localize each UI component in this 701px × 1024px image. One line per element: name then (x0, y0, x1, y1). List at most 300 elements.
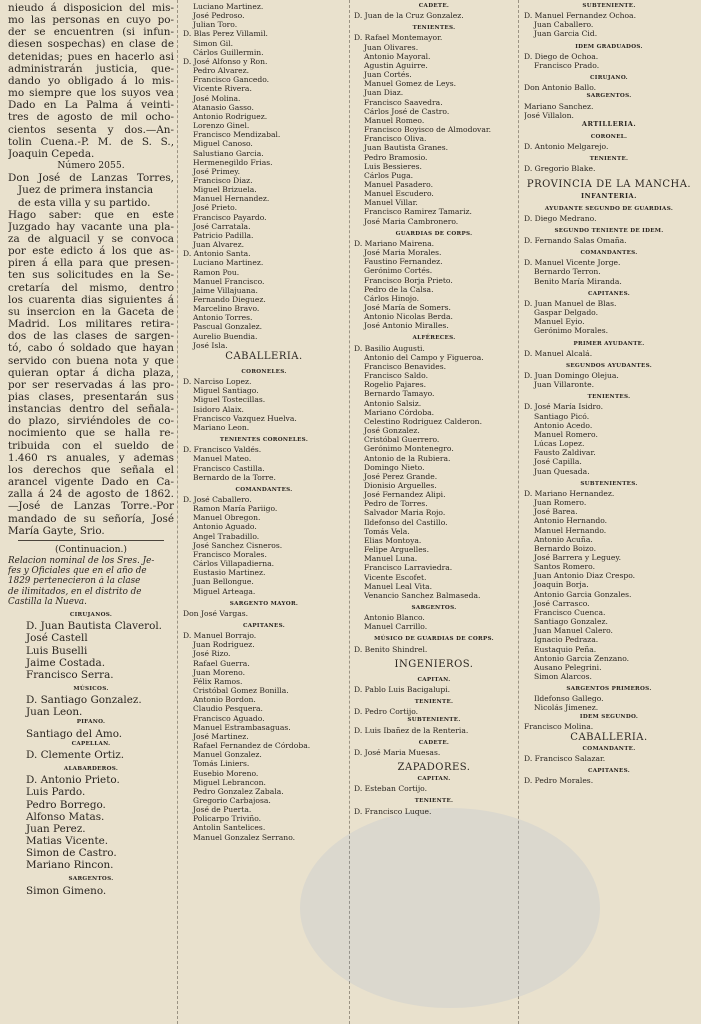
text-line: Cristóbal Gomez Bonilla. (193, 686, 289, 696)
text-line: Rafael Fernandez de Córdoba. (193, 741, 311, 751)
section-heading: TENIENTE. (414, 798, 454, 805)
text-line: José María de Somers. (364, 303, 451, 312)
section-heading: CADETE. (418, 739, 450, 746)
text-line: Cárlos Villapadierna. (193, 559, 275, 569)
relation-title: de ilimitados, en el distrito de (8, 586, 142, 597)
text-line: D. Mariano Hernandez. (524, 488, 615, 498)
text-line: D. José Alfonso y Ron. (183, 56, 268, 66)
text-line: Gaspar Delgado. (534, 308, 599, 318)
column-3 (354, 2, 514, 1024)
text-line: Santiago del Amo. (26, 727, 123, 740)
text-line: Manuel Romeo. (364, 115, 425, 125)
text-line: Luciano Martinez. (193, 2, 264, 11)
text-line: Mariano Rincon. (26, 859, 114, 872)
text-line: Francisco Mendizabal. (193, 130, 281, 140)
text-line: Cárlos José de Castro. (364, 106, 450, 116)
column-4 (524, 2, 694, 1024)
text-line: José Primey. (193, 166, 240, 176)
text-line: Juan Romero. (534, 498, 587, 508)
text-line: D. Antonio Santa. (183, 249, 251, 259)
text-line: José Martinez. (193, 731, 249, 741)
text-line: Madrid. Los militares retira- (8, 318, 174, 331)
text-line: Francisco Cuenca. (534, 607, 606, 617)
text-line: Juan Bautista Granes. (364, 143, 449, 153)
section-heading: SARGENTOS. (411, 605, 457, 611)
text-line: Tomás Vela. (364, 526, 410, 536)
section-heading: TENIENTES. (587, 394, 631, 401)
section-heading: CAPITANES. (588, 768, 630, 775)
text-line: Juan Olivares. (364, 42, 419, 52)
text-line: piren á ella para que presen- (8, 257, 174, 270)
text-line: D. Juan Domingo Olejua. (524, 371, 619, 380)
text-line: José Perez Grande. (364, 471, 438, 481)
section-heading: TENIENTE. (589, 156, 629, 163)
section-heading: CIRUJANO. (590, 75, 628, 82)
text-line: Antonio Aguado. (193, 522, 257, 532)
text-line: Francisco Larraviedra. (364, 563, 453, 573)
text-line: nocimiento que se halla re- (8, 427, 174, 440)
section-heading: CORONELES. (241, 368, 287, 375)
text-line: Ramon Pou. (193, 267, 240, 277)
text-line: María Gayte, Srio. (8, 524, 105, 537)
section-heading: CADETE. (418, 3, 450, 9)
text-line: Agustin Aguirre. (364, 60, 428, 70)
text-line: Manuel Leal Vita. (364, 581, 433, 591)
text-line: tres de agosto de mil ocho- (8, 111, 174, 124)
text-line: D. Manuel Fernandez Ochoa. (524, 11, 637, 21)
text-line: D. Mariano Mairena. (354, 238, 435, 248)
section-heading: SEGUNDOS AYUDANTES. (566, 362, 652, 369)
text-line: Manuel Francisco. (193, 276, 265, 286)
text-line: Hago saber: que en este (8, 208, 174, 221)
text-line: Don Antonio Ballo. (524, 83, 597, 93)
text-line: D. Rafael Montemayor. (354, 33, 443, 43)
text-line: José Pedroso. (193, 11, 245, 21)
text-line: Lúcas Lopez. (534, 439, 585, 449)
text-line: Felipe Arguelles. (364, 545, 429, 555)
section-heading: ALFÉRECES. (412, 335, 456, 342)
text-line: Eustaquio Peña. (534, 644, 597, 654)
text-line: Juan Manuel Calero. (534, 626, 613, 636)
section-heading: MÚSICOS. (73, 685, 109, 692)
text-line: Joaquin Cepeda. (8, 147, 95, 160)
text-line: Gerónimo Morales. (534, 326, 609, 336)
notice-number: Número 2055. (57, 160, 125, 172)
relation-title: Castilla la Nueva. (8, 596, 87, 607)
text-line: Manuel Gomez de Leys. (364, 79, 457, 89)
text-line: Manuel Mateo. (193, 454, 252, 464)
text-line: Eusebio Moreno. (193, 768, 259, 778)
text-line: Vicente Escofet. (364, 572, 427, 582)
text-line: Rafael Guerra. (193, 658, 250, 668)
text-line: D. Clemente Ortiz. (26, 748, 125, 761)
text-line: Pedro de la Calsa. (364, 284, 434, 294)
text-line: Juan Garcia Cid. (534, 29, 598, 39)
text-line: Jaime Costada. (26, 656, 106, 669)
text-line: Miguel Brizuela. (193, 185, 257, 195)
section-heading: TENIENTES CORONELES. (219, 437, 309, 444)
section-heading: CAPITAN. (417, 676, 451, 683)
text-line: Atanasio Gasso. (193, 102, 254, 112)
text-line: Miguel Santiago. (193, 386, 259, 396)
text-line: Don José Vargas. (183, 608, 249, 618)
text-line: tó, cabo ó soldado que hayan (8, 342, 174, 355)
text-line: José Molina. (193, 93, 241, 103)
section-heading: ALABARDEROS. (63, 766, 119, 773)
text-line: Tomás Liniers. (193, 759, 250, 769)
text-line: Simon Gimeno. (26, 884, 107, 897)
text-line: Luciano Martinez. (193, 258, 264, 268)
text-line: Claudio Pesquera. (193, 704, 263, 714)
text-line: D. Gregorio Blake. (524, 164, 596, 174)
text-line: D. José Caballero. (183, 494, 252, 504)
section-heading: COMANDANTES. (580, 250, 638, 257)
text-line: Juan Moreno. (193, 667, 245, 677)
section-heading: IDEM SEGUNDO. (579, 713, 639, 720)
text-line: Francisco Molina. (524, 721, 594, 731)
section-heading: PIFANO. (76, 719, 106, 726)
text-line: D. Juan Manuel de Blas. (524, 298, 617, 308)
text-line: Manuel Romero. (534, 429, 598, 439)
text-line: Cárlos Hinojo. (364, 293, 419, 303)
text-line: Aurelio Buendia. (193, 331, 258, 341)
text-line: José Gonzalez. (364, 426, 420, 436)
text-line: Juan Cortés. (364, 70, 412, 80)
text-line: dando yo obligado á lo mis- (8, 74, 174, 87)
text-line: Francisco Payardo. (193, 212, 267, 222)
text-line: Juan Diaz. (364, 88, 404, 98)
text-line: D. Manuel Borrajo. (183, 631, 257, 641)
text-line: José Barea. (534, 507, 578, 517)
text-line: D. Santiago Gonzalez. (26, 694, 142, 707)
branch-heading: CABALLERIA. (225, 350, 303, 362)
section-heading: IDEM GRADUADOS. (575, 43, 643, 50)
text-line: Antonio Mayoral. (364, 51, 431, 61)
text-line: Bernardo de la Torre. (193, 472, 276, 482)
text-line: José Carrasco. (534, 598, 590, 608)
text-line: Salvador Maria Rojo. (364, 508, 446, 518)
text-line: mo las personas en cuyo po- (8, 14, 174, 27)
text-line: Félix Ramos. (193, 676, 243, 686)
section-heading: CAPITAN. (417, 776, 451, 783)
text-line: Antonio Garcia Gonzales. (534, 589, 632, 599)
text-line: Juan Antonio Diaz Crespo. (534, 571, 636, 581)
text-line: D. Francisco Valdés. (183, 445, 262, 455)
text-line: Lorenzo Ginel. (193, 121, 250, 131)
branch-heading: ZAPADORES. (397, 762, 471, 774)
section-heading: SARGENTOS PRIMEROS. (566, 686, 652, 693)
text-line: tribuida con el sueldo de (8, 439, 174, 452)
text-line: Faustino Fernandez. (364, 257, 443, 267)
text-line: José Isla. (193, 340, 228, 350)
text-line: Antonio Blanco. (364, 613, 425, 623)
section-heading: SARGENTO MAYOR. (229, 600, 299, 607)
text-line: Santiago Picó. (534, 411, 590, 421)
text-line: ten sus solicitudes en la Se- (8, 269, 174, 282)
separator-rule (18, 540, 164, 541)
text-line: Juzgado hay vacante una pla- (8, 220, 174, 233)
text-line: Gregorio Carbajosa. (193, 795, 271, 805)
text-line: arancel vigente Dado en Ca- (8, 476, 174, 489)
text-line: cientos sesenta y dos.—An- (8, 123, 174, 136)
text-line: mandado de su señoría, José (8, 512, 174, 525)
text-line: administrarán justicia, que- (8, 62, 174, 75)
text-line: D. José Maria Muesas. (354, 747, 441, 757)
text-line: Francisco Castilla. (193, 463, 265, 473)
column-divider (177, 0, 178, 1024)
text-line: Manuel Hernando. (534, 525, 607, 535)
text-line: Francisco Boyisco de Almodovar. (364, 125, 492, 135)
text-line: Miguel Tostecillas. (193, 395, 266, 405)
text-line: Luis Buselli (26, 644, 88, 657)
text-line: Miguel Lebrancon. (193, 777, 266, 787)
text-line: José Prieto. (193, 203, 237, 213)
text-line: Antonio Rodriguez. (193, 111, 268, 121)
text-line: servido con buena nota y que (8, 354, 174, 367)
text-line: Antonio Torres. (193, 313, 253, 323)
text-line: Bernardo Terron. (534, 267, 601, 277)
section-heading: TENIENTES. (412, 25, 456, 32)
text-line: Joaquin Borja. (534, 580, 589, 590)
text-line: D. Blas Perez Villamil. (183, 29, 268, 39)
text-line: D. Juan de la Cruz Gonzalez. (354, 11, 464, 21)
text-line: D. Benito Shindrel. (354, 644, 428, 654)
text-line: cretaría del mismo, dentro (8, 281, 174, 294)
section-heading: CIRUJANOS. (69, 612, 113, 619)
text-line: Domingo Nieto. (364, 462, 425, 472)
text-line: D. Manuel Alcalá. (524, 348, 593, 358)
text-line: Ramon María Pariigo. (193, 504, 278, 514)
text-line: Policarpo Triviño. (193, 814, 262, 824)
text-line: Pedro de Torres. (364, 499, 428, 509)
section-heading: COMANDANTES. (235, 486, 293, 493)
column-1 (8, 2, 174, 1024)
text-line: los derechos que señala el (8, 463, 174, 476)
text-line: su insercion en la Gaceta de (8, 305, 174, 318)
text-line: Alfonso Matas. (26, 810, 105, 823)
text-line: Nicolás Jimenez. (534, 703, 599, 713)
text-line: Juan Caballero. (534, 20, 594, 30)
text-line: Pedro Borrego. (26, 798, 106, 811)
text-line: Mariano Leon. (193, 422, 250, 432)
text-line: Manuel Obregon. (193, 513, 261, 523)
text-line: Juan Leon. (26, 706, 83, 719)
text-line: D. Manuel Vicente Jorge. (524, 258, 621, 268)
text-line: Manuel Gonzalez. (193, 750, 262, 760)
text-line: Elias Montoya. (364, 535, 422, 545)
text-line: Celestino Rodriguez Calderon. (364, 416, 482, 426)
text-line: Francisco Vazquez Huelva. (193, 413, 297, 423)
text-line: Ildefonso del Castillo. (364, 517, 448, 527)
text-line: José Maria Cambronero. (364, 216, 459, 226)
section-heading: CORONEL. (590, 133, 628, 140)
text-line: D. Francisco Salazar. (524, 754, 606, 764)
text-line: Ignacio Pedraza. (534, 635, 599, 645)
text-line: D. Antonio Melgarejo. (524, 142, 609, 152)
text-line: diesen sospechas) en clase de (8, 38, 174, 51)
text-line: D. Luis Ibañez de la Renteria. (354, 725, 469, 735)
text-line: D. Juan Bautista Claverol. (26, 620, 162, 633)
text-line: Bernardo Tamayo. (364, 389, 435, 399)
text-line: Pedro Gonzalez Zabala. (193, 786, 284, 796)
section-heading: COMANDANTE. (582, 745, 636, 752)
text-line: Juan Rodriguez. (193, 640, 255, 650)
section-heading: SARGENTOS. (586, 93, 632, 100)
text-line: Antonio del Campo y Figueroa. (364, 352, 484, 362)
text-line: Cárlos Puga. (364, 170, 414, 180)
text-line: Santos Romero. (534, 562, 596, 572)
text-line: Francisco Prado. (534, 60, 600, 70)
text-line: de esta villa y su partido. (18, 196, 151, 209)
text-line: Simon Gil. (193, 38, 234, 48)
text-line: zalla á 24 de agosto de 1862. (8, 488, 174, 501)
text-line: D. Francisco Luque. (354, 806, 432, 816)
text-line: Francisco Saavedra. (364, 97, 443, 107)
text-line: Salustiano Garcia. (193, 148, 264, 158)
text-line: por ser reservadas á las pro- (8, 378, 174, 391)
text-line: Francisco Borja Prieto. (364, 275, 453, 285)
text-line: Manuel Escudero. (364, 189, 434, 199)
text-line: Pedro Alvarez. (193, 66, 250, 76)
text-line: José Castell (26, 632, 88, 645)
text-line: Don José de Lanzas Torres, (8, 172, 174, 185)
text-line: Jaime Villajuana. (193, 285, 258, 295)
text-line: Bernardo Boizo. (534, 543, 597, 553)
text-line: Francisco Diaz. (193, 175, 253, 185)
text-line: José Barrera y Leguey. (534, 552, 622, 562)
subsection-heading: ARTILLERIA. (581, 119, 637, 128)
text-line: mo siempre que los suyos vea (8, 87, 174, 100)
text-line: Isidoro Alaix. (193, 404, 244, 414)
text-line: Dado en La Palma á veinti- (8, 99, 174, 112)
branch-heading: CABALLERIA. (570, 731, 648, 743)
text-line: Cristóbal Guerrero. (364, 435, 440, 445)
text-line: José Antonio Miralles. (364, 321, 449, 331)
text-line: José Villalon. (524, 110, 574, 120)
text-line: Pascual Gonzalez. (193, 322, 263, 332)
text-line: Gerónimo Cortés. (364, 266, 433, 276)
text-line: Francisco Oliva. (364, 134, 427, 144)
relation-title: 1829 pertenecieron á la clase (8, 576, 141, 587)
text-line: Francisco Serra. (26, 668, 114, 681)
text-line: Antonio Bordon. (193, 695, 256, 705)
text-line: José Sanchez Cisneros. (193, 540, 283, 550)
text-line: Juan Quesada. (534, 466, 590, 476)
text-line: José Fernandez Alipi. (364, 490, 446, 500)
text-line: D. Fernando Salas Omaña. (524, 235, 627, 245)
text-line: Miguel Arteaga. (193, 586, 256, 596)
text-line: pias clases, presentarán sus (8, 391, 174, 403)
column-2 (183, 2, 345, 1024)
text-line: quieran optar á dicha plaza, (8, 366, 174, 379)
section-heading: SARGENTOS. (68, 876, 114, 883)
text-line: Manuel Pasadero. (364, 179, 433, 189)
text-line: Gerónimo Montenegro. (364, 444, 454, 454)
text-line: D. Narciso Lopez. (183, 377, 252, 387)
text-line: Manuel Gonzalez Serrano. (193, 832, 296, 842)
text-line: Francisco Ramirez Tamariz. (364, 207, 472, 217)
text-line: dos de las clases de sargen- (8, 330, 174, 343)
branch-heading: INGENIEROS. (394, 658, 474, 670)
text-line: Antonio Hernando. (534, 516, 608, 526)
text-line: Francisco Aguado. (193, 713, 265, 723)
text-line: Pedro Bramosio. (364, 152, 428, 162)
text-line: Antonio de la Rubiera. (364, 453, 451, 463)
text-line: Dionisio Arguelles. (364, 480, 437, 490)
text-line: detenidas; pues en hacerlo asi (8, 50, 174, 63)
notice-number: (Continuacion.) (54, 543, 128, 555)
text-line: Antonio Salsiz. (364, 398, 422, 408)
text-line: Marcelino Bravo. (193, 304, 260, 314)
section-heading: CAPITANES. (588, 290, 630, 297)
text-line: José Rizo. (193, 649, 231, 659)
text-line: Luis Bessieres. (364, 161, 422, 171)
text-line: Cárlos Guillermin. (193, 47, 264, 57)
section-heading: CAPITANES. (243, 623, 285, 629)
text-line: der se encuentren (si infun- (8, 26, 174, 39)
text-line: Matias Vicente. (26, 835, 109, 848)
text-line: Mariano Córdoba. (364, 407, 435, 417)
text-line: Julian Toro. (193, 20, 238, 30)
section-heading: PRIMER AYUDANTE. (573, 340, 645, 347)
section-heading: TENIENTE. (414, 699, 454, 706)
text-line: José Carratala. (193, 221, 251, 231)
text-line: Antonio Garcia Zenzano. (534, 653, 630, 663)
text-line: Manuel Carrillo. (364, 622, 428, 632)
section-heading: SUBTENIENTES. (580, 480, 638, 487)
section-heading: AYUDANTE SEGUNDO DE GUARDIAS. (544, 205, 674, 212)
text-line: Manuel Eyio. (534, 317, 585, 327)
text-line: Eustasio Martinez. (193, 568, 266, 578)
text-line: Antonio Acedo. (534, 420, 593, 430)
text-line: Simon de Castro. (26, 847, 117, 860)
text-line: instancias dentro del señala- (8, 403, 174, 416)
text-line: D. Pedro Morales. (524, 776, 594, 786)
text-line: Francisco Morales. (193, 549, 267, 559)
text-line: Venancio Sanchez Balmaseda. (364, 590, 481, 600)
text-line: D. José María Isidro. (524, 402, 604, 412)
text-line: Luis Pardo. (26, 786, 86, 799)
text-line: José Maria Morales. (364, 248, 442, 258)
text-line: Simon Alarcos. (534, 672, 592, 681)
text-line: Rogelio Pajares. (364, 380, 427, 390)
text-line: Hermenegildo Frias. (193, 157, 273, 167)
text-line: por este edicto á los que as- (8, 245, 174, 258)
text-line: Miguel Canoso. (193, 139, 253, 149)
text-line: Juan Alvarez. (193, 240, 245, 250)
text-line: Manuel Estrambasaguas. (193, 722, 291, 732)
text-line: tolin Cuena.-P. M. de S. S., (8, 135, 174, 148)
text-line: Fausto Zaldivar. (534, 448, 596, 458)
text-line: Angel Trabadillo. (193, 531, 260, 541)
text-line: D. Pablo Luis Bacigalupi. (354, 684, 451, 694)
text-line: D. Basilio Augusti. (354, 343, 425, 353)
text-line: Fernando Dieguez. (193, 295, 266, 304)
column-divider (518, 0, 519, 1024)
text-line: Juez de primera instancia (18, 184, 154, 197)
text-line: Juan Villaronte. (534, 380, 594, 390)
text-line: D. Esteban Cortijo. (354, 784, 428, 794)
section-heading: CAPELLAN. (71, 740, 111, 747)
text-line: Mariano Sanchez. (524, 101, 594, 111)
text-line: José de Puerta. (193, 805, 252, 815)
text-line: Antolin Santelices. (193, 823, 266, 833)
text-line: Patricio Padilla. (193, 230, 254, 240)
text-line: Benito María Miranda. (534, 276, 622, 286)
section-heading: GUARDIAS DE CORPS. (395, 230, 473, 237)
subsection-heading: INFANTERIA. (581, 191, 637, 200)
relation-title: fes y Oficiales que en el año de (8, 566, 147, 577)
